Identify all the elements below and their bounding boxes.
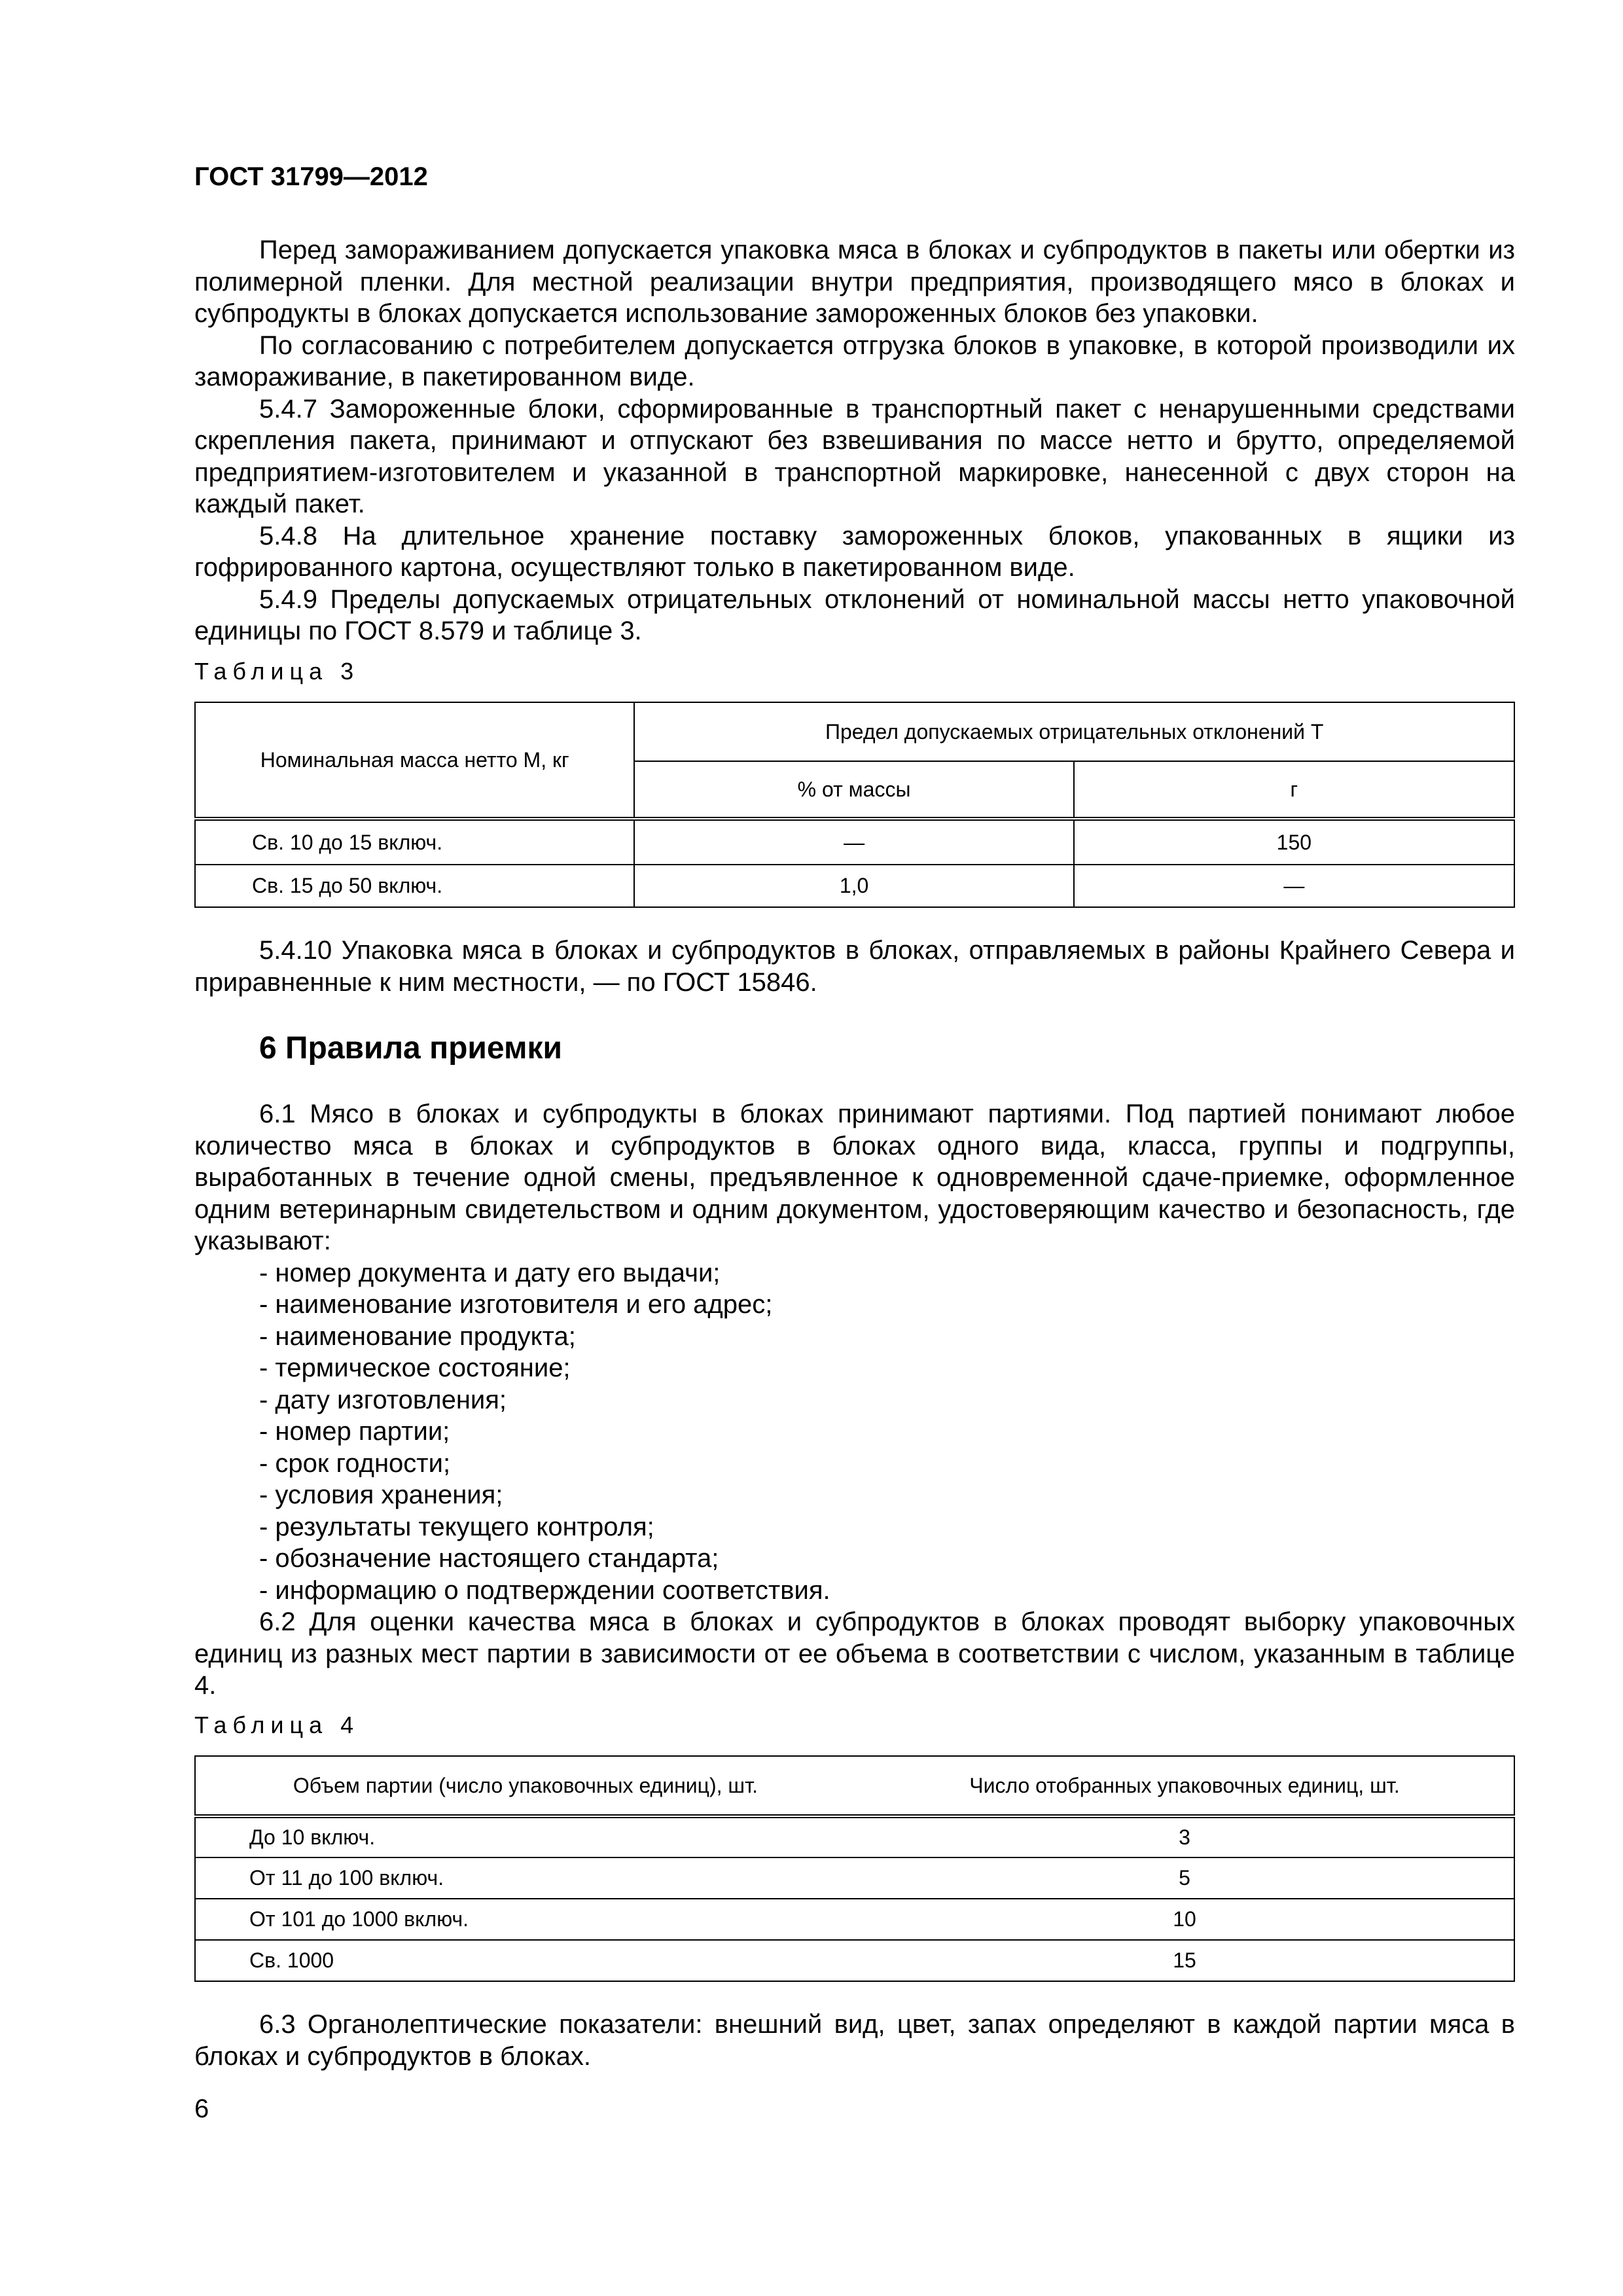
table-row <box>195 1899 1514 1940</box>
list-item: - информацию о подтверждении соответствия. <box>259 1575 830 1605</box>
table4-header-batch-volume: Объем партии (число упаковочных единиц), шт. <box>293 1773 758 1797</box>
text-block-6-3 <box>194 2009 1515 2072</box>
list-item: - срок годности; <box>259 1448 451 1478</box>
paragraph-6-3: 6.3 Органолептические показатели: внешний вид, цвет, запах определяют в каждой партии мяса в блоках и субпродуктов в блоках. <box>194 2010 1515 2071</box>
table-cell: 5 <box>1179 1866 1190 1890</box>
table-row <box>195 1857 1514 1899</box>
list-item: - термическое состояние; <box>259 1354 571 1382</box>
table4-caption: Таблица 4 <box>194 1712 360 1738</box>
table-cell: 3 <box>855 1816 1514 1857</box>
table-cell: От 101 до 1000 включ. <box>249 1907 469 1931</box>
page-number: 6 <box>194 2094 209 2123</box>
list-item: - номер документа и дату его выдачи; <box>259 1258 721 1287</box>
text-block-top <box>194 234 1515 647</box>
table-cell: От 11 до 100 включ. <box>249 1866 444 1890</box>
table-cell: Св. 10 до 15 включ. <box>195 819 634 865</box>
text-block-5-4-10 <box>194 935 1515 998</box>
table-row <box>195 865 1514 907</box>
list-item: - условия хранения; <box>259 1480 503 1509</box>
table3-col1-header: Номинальная масса нетто М, кг <box>195 702 634 819</box>
list-item: - дату изготовления; <box>259 1385 507 1414</box>
paragraph-6-2: 6.2 Для оценки качества мяса в блоках и субпродуктов в блоках проводят выборку упаковочных единиц из разных мест партии в зависимости от ее объема в соответствии с числом, указанным в таблице 4. <box>194 1607 1515 1700</box>
table-cell: Св. 15 до 50 включ. <box>195 865 634 907</box>
table-cell: 15 <box>1173 1948 1196 1972</box>
section-heading: 6 Правила приемки <box>259 1031 563 1066</box>
table-row <box>195 819 1514 865</box>
table-cell: Св. 1000 <box>249 1948 334 1972</box>
paragraph-6-1: 6.1 Мясо в блоках и субпродукты в блоках принимают партиями. Под партией понимают любое количество мяса в блоках и субпродуктов в блоках одного вида, класса, группы и подгруппы, выработанных в течение одной смены, предъявленное к одновременной сдаче-приемке, оформленное одним ветеринарным свидетельством и одним документом, удостоверяющим качество и безопасность, где указывают: <box>194 1100 1515 1255</box>
table-row <box>195 1816 1514 1857</box>
text-block-section6 <box>194 1098 1515 1702</box>
list-item: - результаты текущего контроля; <box>259 1512 654 1541</box>
paragraph: Перед замораживанием допускается упаковка мяса в блоках и субпродуктов в пакеты или обертки из полимерной пленки. Для местной реализации внутри предприятия, производящего мясо в блоках и субпродукты в блоках допускается использование замороженных блоков без упаковки. <box>194 236 1515 328</box>
list-item: - обозначение настоящего стандарта; <box>259 1544 719 1573</box>
paragraph-5-4-9: 5.4.9 Пределы допускаемых отрицательных отклонений от номинальной массы нетто упаковочной единицы по ГОСТ 8.579 и таблице 3. <box>194 584 1515 645</box>
table4-header-sample-count: Число отобранных упаковочных единиц, шт. <box>969 1773 1400 1797</box>
table3-group-header: Предел допускаемых отрицательных отклонений Т <box>634 702 1514 761</box>
table-cell: До 10 включ. <box>195 1816 855 1857</box>
table-4 <box>194 1755 1515 1982</box>
table3-subheader-percent: % от массы <box>634 761 1073 819</box>
paragraph: По согласованию с потребителем допускается отгрузка блоков в упаковке, в которой производили их замораживание, в пакетированном виде. <box>194 331 1515 391</box>
table3-subheader-grams: г <box>1074 761 1514 819</box>
table-cell: 10 <box>1173 1907 1196 1931</box>
table-row <box>195 1940 1514 1981</box>
table-3 <box>194 702 1515 908</box>
table3-caption: Таблица 3 <box>194 658 360 685</box>
paragraph-5-4-10: 5.4.10 Упаковка мяса в блоках и субпродуктов в блоках, отправляемых в районы Крайнего Севера и приравненные к ним местности, — по ГОСТ 15846. <box>194 936 1515 997</box>
table-cell: 1,0 <box>634 865 1073 907</box>
list-item: - номер партии; <box>259 1417 450 1446</box>
paragraph-5-4-7: 5.4.7 Замороженные блоки, сформированные в транспортный пакет с ненарушенными средствами скрепления пакета, принимают и отпускают без взвешивания по массе нетто и брутто, определяемой предприятием-изготовителем и указанной в транспортной маркировке, нанесенной с двух сторон на каждый пакет. <box>194 394 1515 518</box>
document-fields-list <box>194 1257 1515 1607</box>
paragraph-5-4-8: 5.4.8 На длительное хранение поставку замороженных блоков, упакованных в ящики из гофрированного картона, осуществляют только в пакетированном виде. <box>194 521 1515 582</box>
list-item: - наименование изготовителя и его адрес; <box>259 1290 773 1319</box>
list-item: - наименование продукта; <box>259 1321 576 1351</box>
table-cell: 150 <box>1074 819 1514 865</box>
table-cell: — <box>1074 865 1514 907</box>
table-cell: — <box>634 819 1073 865</box>
document-header: ГОСТ 31799—2012 <box>194 162 428 191</box>
